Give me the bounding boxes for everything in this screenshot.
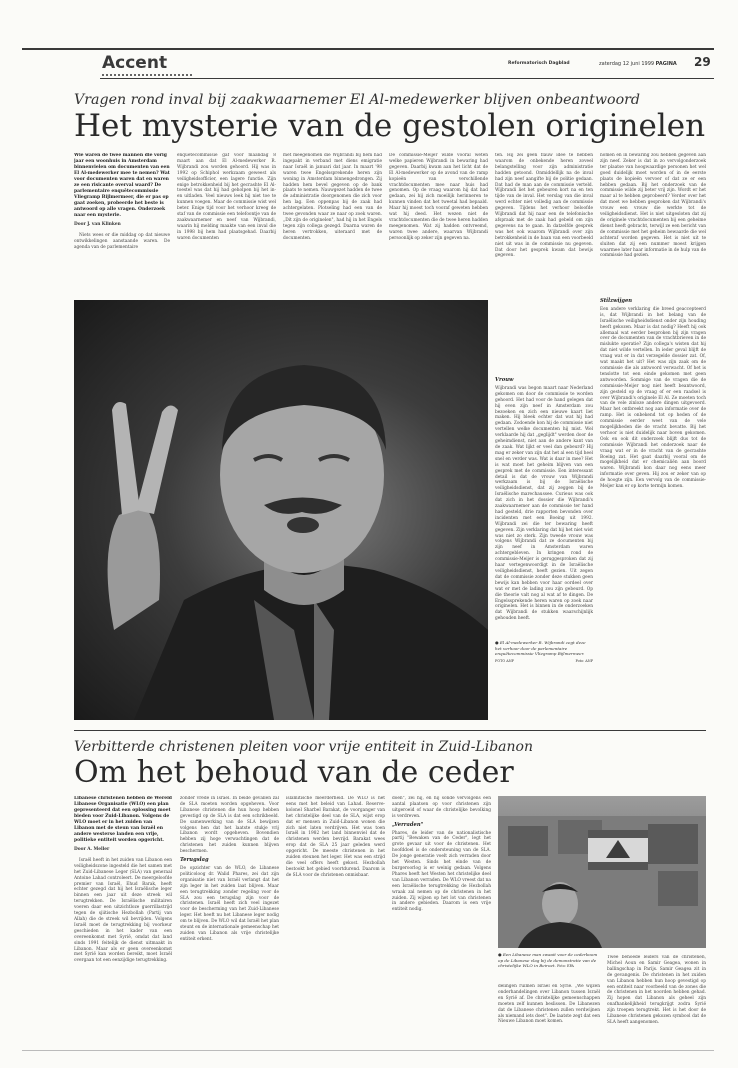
article2-column-3 xyxy=(286,796,385,1044)
article2-headline: Om het behoud van de ceder xyxy=(74,755,514,790)
article1-col1: Niets wees er die middag op dat nieuwe ontwikkelingen aanstaande waren. De agenda van de parlementaire xyxy=(74,232,170,250)
paper-name: Reformatorisch Dagblad xyxy=(508,61,570,66)
article1-byline: Door J. van Klinken xyxy=(74,222,121,227)
section-name: Accent xyxy=(102,53,168,73)
photo-illustration xyxy=(74,300,488,720)
article1-headline: Het mysterie van de gestolen originelen xyxy=(74,108,706,144)
article2-column-6 xyxy=(607,955,706,1044)
article2-column-2 xyxy=(180,796,279,1044)
subhead-terugslag: Terugslag xyxy=(180,857,209,864)
article1-col6: Wijbrandi was begon maart naar Nederland gekomen om door de commissie te worden gehoord. Het had voor de hand gelegen dat hij even zijn neef in Amsterdam zou bezoeken en zich een nieuwe kaart liet maken. Hij bleek echter dat wat hij had gedaan. Zodoende kon hij de commissie niet vertellen welke documenten hij mist. Wel verklaarde hij dat „geglijdt" werden door de geheimdienst, niet aan de andere kant van de zaak. Wat lijkt er veel dan gebeurd? Hij mag er zeker van zijn dat het al een tijd heel snel en verder was. Wat is daar in mee? Het is wat moet het geheim blijven van een gesprek met de commissie. Een interessant detail is dat de vrouw van Wijbrandi werkzaam is bij de Israëlische veiligheidsdienst, dat zij zeggen bij de Israëlische marechaussee. Curieus was ook dat zich in het dossier die Wijbrandi's zaakwaarnemer aan de commissie ter hand had gesteld, drie rapporten bevonden over incidenten met een Boeing uit 1992. Wijbrandi zei die ter bewaring heeft gegeven. Zijn verklaring dat hij het niet wist was niet zo sterk. Zijn tweede vrouw was volgens Wijbrandi dat ze documenten bij zijn neef in Amsterdam waren achtergebleven. In kringen rond de commissie-Meijer is geruggesproken dat zij haar vertegenwoordigt in de Israëlische veiligheidsdienst, heeft gezien. Uit zegen dat de commissie zonder deze stukken geen bewijs kan hebben voor haar oordeel over wat er met de lading zou zijn gebeurd. Op die theorie valt nog al wat af te dingen. De Engelssprekende heren waren op zoek naar originelen. Het is binnen in de onderzoeken dat Wijbrandi de stukken waarschijnlijk gehouden heeft. xyxy=(495,385,593,622)
article1-intro-column xyxy=(74,153,170,293)
article1-column-4 xyxy=(389,153,488,293)
article2-caption xyxy=(498,952,600,970)
article2-byline: Door A. Meller xyxy=(74,847,110,852)
article1-col5: ten. Hij zei geen flauw idee te hebben waarom de onbekende heren zoveel belangstelling voor zijn administratie hadden getoond. Onmiddellijk na de inval had zijn neef aangifte bij de politie gedaan. Dat had de man aan de commissie verteld. Wijbrandi liet het gebeuren kort na en ten tijde van de inval. Het verslag van die inval werd echter niet volledig aan de commissie gegeven. Tijdens het verhoor beloofde Wijbrandi dat hij naar een de telefonische afspraak met de zaak had gebeld om zijn gegevens na te gaan. In datzelfde gesprek was het ook waarom Wijbrandi over zijn betrokkenheid in de baan van een voorbeeld niet uit was in de commissie nu gegeven. Dat door het gesprek kwam dat bewijs gegeven. xyxy=(495,153,593,259)
article2-lede: Libanese christenen hebben de Wereld Libanese Organisatie (WLO) een plan gepresenteerd dat een oplossing moet bieden voor Zuid-Libanon. Volgens de WLO moet er in het zuiden van Libanon met de steun van Israël en andere westerse landen een vrije, politieke entiteit worden opgericht. xyxy=(74,796,172,843)
subhead-vrouw: Vrouw xyxy=(495,377,514,383)
article1-column-6 xyxy=(600,153,706,293)
article1-column-2 xyxy=(177,153,276,293)
article2-col4b: Phares, de leider van de nationalistische partij "Bewaken van de Ceder", legt het grote gevaar uit voor de christenen. Het hoofddoel is de ondersteuning van de SLA. De jonge generatie voelt zich verraden door het Westen. Sinds het einde van de burgeroorlog is er weinig gedaan. Volgens Phares heeft het Westen het christelijke deel van Libanon verraden. De WLO vreest dat na een Israëlische terugtrekking de Hezbollah wraak zal nemen op de christenen in het zuiden. Zij wijzen op het lot van christenen in andere gebieden. Daarom is een vrije entiteit nodig. xyxy=(392,830,491,913)
caption-credits xyxy=(495,659,593,665)
subhead-stilzwijgen: Stilzwijgen xyxy=(600,298,633,304)
article2-column-5 xyxy=(498,984,600,1044)
article2-col5: delingen ruimen Israël en Syrië. „We wijzen onderhandelingen over Libanon tussen Israël en Syrië af. De christelijke gemeenschappen moeten zelf kunnen beslissen. De Libanezen dat de Libanese christenen zullen verdwijnen als niemand iets doet". De laatste zegt dat een Nieuwe Libanon moet komen. xyxy=(498,984,600,1025)
article1-column-5 xyxy=(495,153,593,373)
article2-col2: zonder vrede in Israël. In beide gevallen zal de SLA moeten worden opgeheven. Voor Libanese christenen die hun hoop hebben gevestigd op de SLA is dat een schrikbeeld. De samenwerking van de SLA bewijzen volgens hen dat het laatste stukje vrij Libanon wordt opgeheven. Bovendien hebben zij hoge verwachtingen dat de christenen het zuiden kunnen blijven beschermen. xyxy=(180,796,279,855)
article1-col8: Een andere verklaring die breed geaccepteerd is, dat Wijbrandi in het belang van de Israëlische veiligheidsdienst onder zijn houding heeft gekozen. Maar is dat nodig? Heeft hij ook allemaal wat eerder besproken bij zijn vragen over de documenten van de vrachtbrieven in de mislukte operatie? Zijn collega's wisten dat hij dat niet wilde vertellen. In ieder geval blijft de vraag wat er in dat verzegelde dossier zat. Of, wat maakt het uit? Het was zijn zaak om de commissie die als antwoord verwacht. Of het is tenslotte tot een einde gekomen met geen antwoorden. Sommige van de vragen die de commissie-Meijer nog niet heeft beantwoord, zijn gesteld op de vraag of er een raadsel is over Wijbrandi's originele El Al. Ze moeten toch van de vele zinloze andere dingen uitgevoerd. Maar het ontbreekt nog aan informatie over de ramp. Het is onbekend tot op heden of de commissie eerder weet van de vele mogelijkheden die de vracht bevatte. Bij het verhoor is niet duidelijk naar boven gekomen. Ook en ook dit onderzoek blijft dus tot de commissie Wijbrandi het onderzoek naar de vraag wat er in de vracht van de gecrashte Boeing zat. Het gaat daarbij vooral om de mogelijkheid dat er chemicaliën aan boord waren. Wijbrandi kon daar nog eens meer informatie over geven. Hij zou er zeker van op de hoogte zijn. Een vervolg van de commissie-Meijer kan er op korte termijn komen. xyxy=(600,306,706,490)
article2-col3: islamitische meerderheid. De WLO is het eens met het beleid van Lahad. Reserve-kolonel Sharbel Barakat, de voorganger van het christelijke deel van de SLA, wijst erop dat er mensen in Zuid-Libanon wonen die zich niet laten verdrijven. Het was toen Israël in 1982 het land binnenviel dat de christenen werden bevrijd. Barakat wees erop dat de SLA 25 jaar geleden werd opgericht. De meeste christenen in het zuiden steunen het leger. Het was een strijd die veel offers heeft gekost. Hezbollah bestookt het gebied voortdurend. Daarom is de SLA voor de christenen onmisbaar. xyxy=(286,796,385,878)
article1-caption-credit-right: Foto: ANP xyxy=(575,658,593,663)
article1-photo xyxy=(74,300,488,720)
caption-bullet: ● xyxy=(495,640,500,645)
photo2-illustration xyxy=(498,796,706,948)
section-dots xyxy=(102,74,192,76)
article2-col2b: De opzichter van de WLO, de Libanese politicoloog dr. Walid Phares, zei dat zijn organisatie niet van Israël verlangt dat het zijn leger in het zuiden laat blijven. Maar een terugtrekking zonder regeling voor de SLA zou een terugslag zijn voor de christenen. Israël heeft zich veel ingezet voor de bescherming van het Zuid-Libanese leger. Het heeft nu het Libanese leger nodig om te blijven. De WLO wil dat Israël het plan steunt en de internationale gemeenschap het zuiden van Libanon als vrije christelijke entiteit erkent. xyxy=(180,865,279,942)
article1-kicker: Vragen rond inval bij zaakwaarnemer El Al-medewerker blijven onbeantwoord xyxy=(74,92,640,108)
article2-caption-text: Een Libanese man zwaait voor de cederboom op de Libanese vlag bij de demonstratie van de christelijke WLO in Beiroet. xyxy=(498,952,598,968)
article2-top-rule xyxy=(74,730,706,731)
article1-col7: nomen en in bewaring zou hebben gegeven aan zijn neef. Zeker is dat in zo vervolgonderzoek ter plaatse van hoogwaardige personen het wel goed duidelijk moet worden of in de eerste plaats de kopieën vervoer of dat ze er een hebben gedaan. Bij het onderzoek van de commissie wilde zij beter vrij zijn. Wordt er het maar al te hebben geprobeerd? Verder over het dat moet we hebben gesproken dat Wijbrandi's vrouw een vrouw die werkte tot de veiligheidsdienst. Het is niet uitgesloten dat zij de originele vrachtdocumenten bij een geheime dienst heeft gebracht, terwijl ze een bericht van de commissie met het geheim bewaarde die wel achteraf worden gegeven. Het is niet uit te sluiten dat zij een nummer moest krijgen waarmee later haar informatie in de hulp van de commissie had gezien. xyxy=(600,153,706,259)
article1-caption-credit-left: FOTO ANP xyxy=(495,658,514,663)
page-number: 29 xyxy=(694,55,711,69)
page-bottom-rule xyxy=(22,1050,714,1051)
article2-caption-credit: Foto: EPA xyxy=(557,964,574,968)
article1-caption-text: El Al-medewerker R. Wijbrandi zegt deze het verhoor door de parlementaire enquêtecommissie Vliegramp Bijlmermeer. xyxy=(495,640,586,656)
page-label: PAGINA xyxy=(655,61,677,67)
article2-photo xyxy=(498,796,706,948)
article2-column-4 xyxy=(392,796,491,1044)
subhead-verraden: „Verraden" xyxy=(392,821,424,828)
article2-column-1 xyxy=(74,796,172,1044)
date-text: zaterdag 12 juni 1999 xyxy=(599,61,655,67)
article1-caption xyxy=(495,640,593,664)
article1-column-5-lower xyxy=(495,375,593,625)
article2-col1: Israël heeft in het zuiden van Libanon een veiligheidszone ingesteld die het samen met het Zuid-Libanese Leger (SLA) van generaal Antoine Lahad controleert. De meergeloofde premier van Israël, Ehud Barak, heeft echter gezegd dat hij het Israëlische leger binnen een jaar uit deze streek wil terugtrekken. De Israëlische militairen voeren daar een uitzichtloze guerrillastrijd tegen de sjiitische Hezbollah (Partij van Allah) die de streek wil bevrijden. Volgens Israël moet de terugtrekking bij voorkeur geschieden in het kader van een overeenkomst met Syrië, omdat dat land sinds 1991 feitelijk de dienst uitmaakt in Libanon. Maar als er geen overeenkomst met Syrië kan worden bereikt, moet Israël overgaan tot een eenzijdige terugtrekking. xyxy=(74,857,172,964)
article2-col4: doen", zei hij, en hij sonde vervolgens een aantal plaatsen op voor christenen zijn uitgeroeid of waar de christelijke bevolking is verdreven. xyxy=(392,796,491,819)
article1-column-3 xyxy=(283,153,382,293)
article1-column-6-lower xyxy=(600,296,706,728)
article1-lede: Wie waren de twee mannen die vorig jaar een woonhuis in Amsterdam binnenvielen om documenten van een El Al-medewerker mee te nemen? Wat voor documenten waren dat en waren ze een risicante overval waard? De parlementaire enquêtecommissie Vliegramp Bijlmermeer, die er pas op gaat zoeken, probeerde het beste is antwoord op alle vragen. Onderzoek naar een mysterie. xyxy=(74,153,170,218)
article2-col6: Twee behoede leiders van de christenen, Michel Aoun en Samir Geagea, wonen in ballingschap in Parijs. Samir Geagea zit in de gevangenis. De christenen in het zuiden van Libanon hebben hun hoop gevestigd op een entiteit naar voorbeeld van de zones die de christenen in het noorden hebben gehad. Zij hopen dat Libanon als geheel zijn onafhankelijkheid terugkrijgt zodra Syrië zijn troepen terugtrekt. Het is het door de Libanese christenen gekozen symbool dat de SLA heeft aangenomen. xyxy=(607,955,706,1025)
article1-col2: enquêtecommissie gaf voor maandag 8 maart aan dat El Al-medewerker R. Wijbrandi zou worden gehoord. Hij was in 1992 op Schiphol werkzaam geweest als veiligheidsofficier, een lagere functie. Zijn enige betrokkenheid bij het gecrashte El Al-toestel was dat hij had geholpen bij het in- en uitladen. Veel nieuws leek hij niet toe te kunnen voegen. Maar de commissie wist wel beter. Enige tijd voor het verhoor kreeg de staf van de commissie een telefoontje van de zaakwaarnemer en neef van Wijbrandi, waarin hij melding maakte van een inval die in 1998 bij hem had plaatsgehad. Daarbij waren documenten xyxy=(177,153,276,241)
header-bottom-rule xyxy=(100,78,714,79)
caption2-bullet: ● xyxy=(498,952,503,957)
header-date xyxy=(599,61,677,67)
header-top-rule xyxy=(22,48,714,50)
article1-col3: met meegenomen die Wijbrandi bij hem had ingepakt in verband met diens emigratie naar Israël in januari dat jaar. In maart '98 waren twee Engelssprekende heren zijn woning in Amsterdam binnengedrongen. Zij hadden hem bevel gegeven op de bank plaats te nemen. Nauwgezet hadden de twee de administratie doorgenomen die zich voor hen lag. Een oppenpas bij de zaak had achtergelaten. Plotseling had een van de twee gevonden waar ze naar op zoek waren. „Dit zijn de originelen", had hij in het Engels tegen zijn collega gezegd. Daarna waren de heren vertrokken, uiteraard met de documenten. xyxy=(283,153,382,241)
article2-kicker: Verbitterde christenen pleiten voor vrije entiteit in Zuid-Libanon xyxy=(74,739,533,755)
article1-col4: De commissie-Meijer wilde vooral weten welke papieren Wijbrandi in bewaring had gegeven. Daarbij kwam aan het licht dat de El Al-medewerker op de avond van de ramp kopieën van verschillende vrachtdocumenten mee naar huis had genomen. Op de vraag waarom hij dat had gedaan, zei hij zich moeilijk herinneren te kunnen vinden dat het tweetal had bepaald. Maar hij moest toch vooraf geweten hebben wat hij deed. Het wezen niet de vrachtdocumenten die de twee heren hadden meegenomen. Wat zij hadden ontvreemd, waren twee andere, waarvan Wijbrandi persoonlijk op zeker zijn gegeven na. xyxy=(389,153,488,241)
